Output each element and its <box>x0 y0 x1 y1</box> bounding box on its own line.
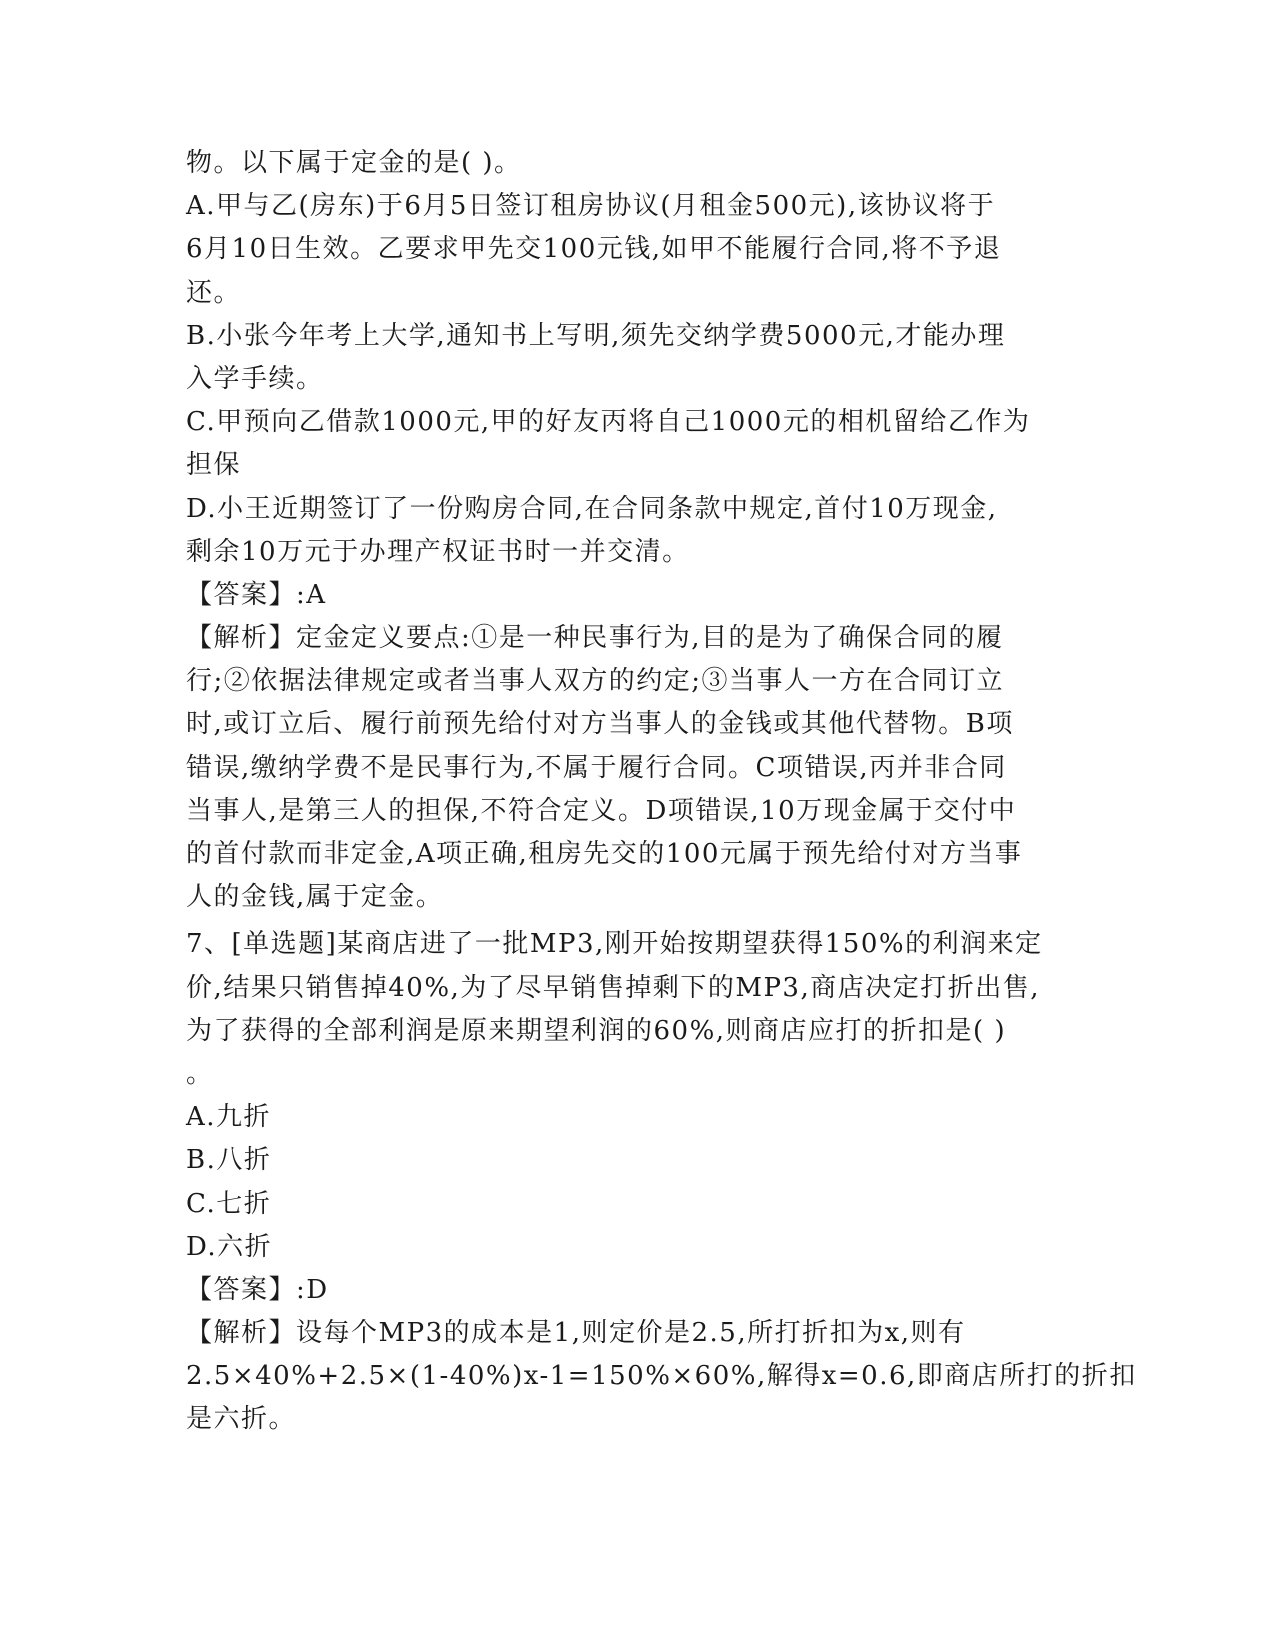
q6-option-d-line-1: D.小王近期签订了一份购房合同,在合同条款中规定,首付10万现金, <box>186 493 998 524</box>
q6-option-b-line-1: B.小张今年考上大学,通知书上写明,须先交纳学费5000元,才能办理 <box>186 320 1006 351</box>
q6-option-c-line-1: C.甲预向乙借款1000元,甲的好友丙将自己1000元的相机留给乙作为 <box>186 407 1031 438</box>
q6-analysis-line-7: 人的金钱,属于定金。 <box>186 882 444 913</box>
q6-analysis-line-2: 行;②依据法律规定或者当事人双方的约定;③当事人一方在合同订立 <box>186 666 1005 697</box>
q6-option-a-line-3: 还。 <box>186 277 242 308</box>
q7-option-a: A.九折 <box>186 1102 272 1133</box>
q7-stem-line-4: 。 <box>186 1058 214 1089</box>
q6-option-a-line-2: 6月10日生效。乙要求甲先交100元钱,如甲不能履行合同,将不予退 <box>186 234 1002 265</box>
q7-analysis-line-1: 【解析】设每个MP3的成本是1,则定价是2.5,所打折扣为x,则有 <box>186 1318 966 1349</box>
q6-option-b-line-2: 入学手续。 <box>186 363 324 394</box>
q7-answer: 【答案】:D <box>186 1274 329 1305</box>
q7-analysis-line-3: 是六折。 <box>186 1404 297 1435</box>
document-page <box>186 142 1137 1442</box>
q7-option-d: D.六折 <box>186 1231 273 1262</box>
q6-analysis-line-6: 的首付款而非定金,A项正确,租房先交的100元属于预先给付对方当事 <box>186 839 1023 869</box>
q7-option-c: C.七折 <box>186 1188 272 1219</box>
q6-option-a-line-1: A.甲与乙(房东)于6月5日签订租房协议(月租金500元),该协议将于 <box>186 191 996 222</box>
q6-analysis-line-5: 当事人,是第三人的担保,不符合定义。D项错误,10万现金属于交付中 <box>186 795 1017 826</box>
q6-answer: 【答案】:A <box>186 579 327 610</box>
q6-option-c-line-2: 担保 <box>186 450 242 481</box>
q7-analysis-line-2: 2.5×40%+2.5×(1-40%)x-1=150%×60%,解得x=0.6,即商店所打的折扣 <box>186 1361 1137 1392</box>
q6-analysis-line-4: 错误,缴纳学费不是民事行为,不属于履行合同。C项错误,丙并非合同 <box>186 752 1007 783</box>
q6-stem-tail: 物。以下属于定金的是( )。 <box>186 148 522 178</box>
q7-option-b: B.八折 <box>186 1145 272 1176</box>
q7-stem-line-3: 为了获得的全部利润是原来期望利润的60%,则商店应打的折扣是( ) <box>186 1015 1007 1046</box>
q7-stem-line-2: 价,结果只销售掉40%,为了尽早销售掉剩下的MP3,商店决定打折出售, <box>186 972 1041 1003</box>
q6-option-d-line-2: 剩余10万元于办理产权证书时一并交清。 <box>186 536 690 567</box>
q6-analysis-line-1: 【解析】定金定义要点:①是一种民事行为,目的是为了确保合同的履 <box>186 623 1004 654</box>
q7-stem-line-1: 7、[单选题]某商店进了一批MP3,刚开始按期望获得150%的利润来定 <box>186 929 1043 960</box>
q6-analysis-line-3: 时,或订立后、履行前预先给付对方当事人的金钱或其他代替物。B项 <box>186 709 1014 740</box>
